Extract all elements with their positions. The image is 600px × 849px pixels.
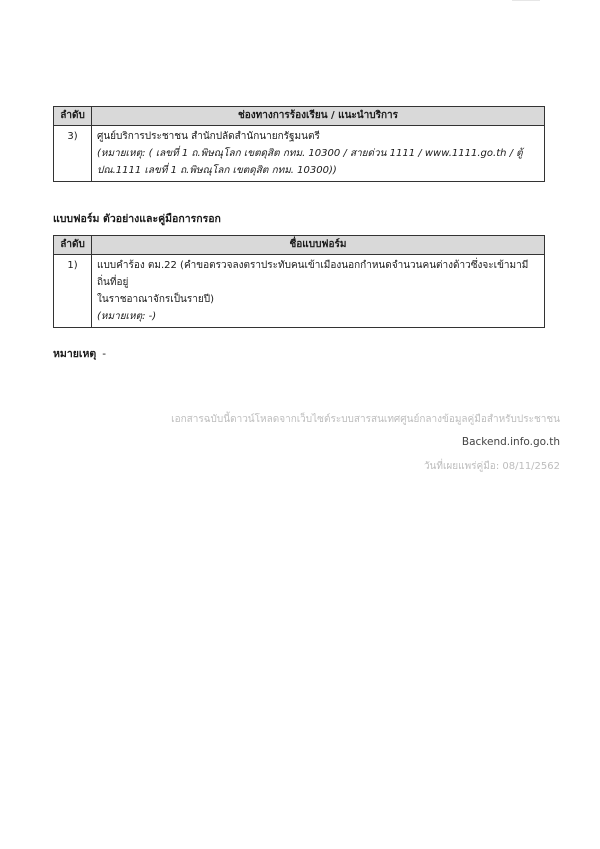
form-note: (หมายเหตุ: -) (97, 311, 157, 322)
footer-disclaimer: เอกสารฉบับนี้ดาวน์โหลดจากเว็บไซต์ระบบสารสนเทศศูนย์กลางข้อมูลคู่มือสำหรับประชาชน (171, 414, 560, 425)
form-cell (92, 255, 545, 328)
row-number: 1) (54, 255, 92, 328)
footer-site: Backend.info.go.th (461, 436, 560, 448)
row-number: 3) (54, 126, 92, 182)
channel-note-line-2: ปณ.1111 เลขที่ 1 ถ.พิษณุโลก เขตดุสิต กทม. 10300)) (97, 165, 337, 176)
col-header-channel: ช่องทางการร้องเรียน / แนะนำบริการ (92, 107, 545, 126)
table-row (54, 255, 545, 328)
channel-cell (92, 126, 545, 182)
channel-name: ศูนย์บริการประชาชน สำนักปลัดสำนักนายกรัฐมนตรี (97, 131, 320, 142)
channel-note-line-1: (หมายเหตุ: ( เลขที่ 1 ถ.พิษณุโลก เขตดุสิต กทม. 10300 / สายด่วน 1111 / www.1111.go.th / ตู้ (97, 148, 523, 159)
remark-label: หมายเหตุ (53, 348, 97, 360)
col-header-no: ลำดับ (54, 236, 92, 255)
table-row (54, 126, 545, 182)
remark-value: - (102, 348, 107, 360)
remark (53, 345, 106, 362)
col-header-form-name: ชื่อแบบฟอร์ม (92, 236, 545, 255)
forms-table (53, 235, 545, 328)
form-name-line-1: แบบคำร้อง ตม.22 (คำขอตรวจลงตราประทับคนเข้าเมืองนอกกำหนดจำนวนคนต่างด้าวซึ่งจะเข้ามามีถิ่นที่อยู่ (97, 260, 529, 288)
form-name-line-2: ในราชอาณาจักรเป็นรายปี) (97, 294, 214, 305)
scan-mark (512, 0, 540, 1)
table-header-row (54, 107, 545, 126)
footer-published-date: วันที่เผยแพร่คู่มือ: 08/11/2562 (423, 461, 560, 472)
forms-section-title: แบบฟอร์ม ตัวอย่างและคู่มือการกรอก (53, 213, 221, 225)
col-header-no: ลำดับ (54, 107, 92, 126)
table-header-row (54, 236, 545, 255)
complaint-channels-table (53, 106, 545, 182)
